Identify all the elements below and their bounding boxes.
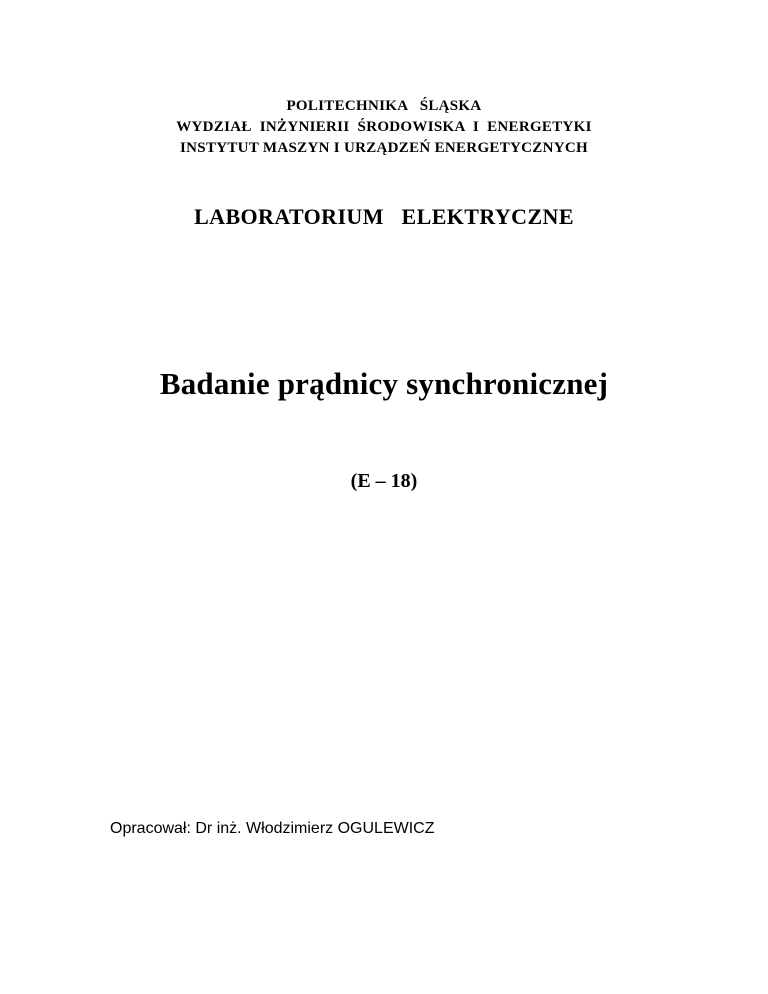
faculty-name: WYDZIAŁ INŻYNIERII ŚRODOWISKA I ENERGETYKI bbox=[176, 119, 592, 135]
lab-title: LABORATORIUM ELEKTRYCZNE bbox=[194, 204, 574, 229]
exercise-code: (E – 18) bbox=[350, 470, 418, 492]
author-line: Opracował: Dr inż. Włodzimierz OGULEWICZ bbox=[110, 820, 435, 837]
university-name: POLITECHNIKA ŚLĄSKA bbox=[286, 98, 482, 114]
institute-name: INSTYTUT MASZYN I URZĄDZEŃ ENERGETYCZNYCH bbox=[180, 140, 588, 156]
institution-header bbox=[0, 96, 768, 159]
document-title: Badanie prądnicy synchronicznej bbox=[159, 366, 609, 401]
